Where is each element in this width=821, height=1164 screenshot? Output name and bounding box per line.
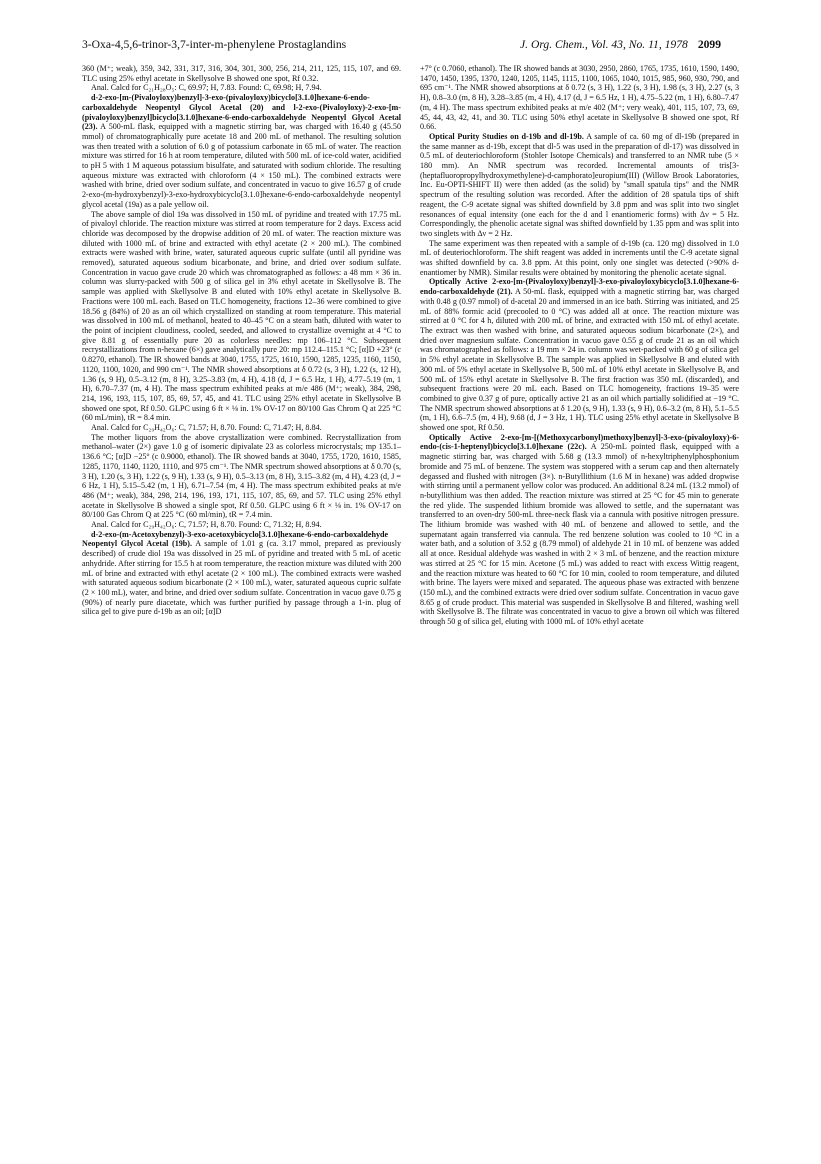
- paragraph: d-2-exo-[m-(Pivaloyloxy)benzyl]-3-exo-(pivaloyloxy)bicyclo[3.1.0]hexane-6-endo-carboxaldehyde Neopentyl Glycol Acetal (20) and l-2-exo-(Pivaloyloxy)-2-exo-[m-(pivaloyloxy)benzyl]bicyclo[3.1.0]hexane-6-endo-carboxaldehyde Neopentyl Glycol Acetal (23). A 500-mL flask, equipped with a magnetic stirring bar, was charged with 16.40 g (45.50 mmol) of chromatographically pure acetate 18 and 200 mL of methanol. The resulting solution was then treated with a solution of 6.0 g of potassium carbonate in 65 mL of water. The reaction mixture was stirred for 16 h at room temperature, diluted with 500 mL of ice-cold water, acidified to pH 5 with 1 M aqueous potassium bisulfate, and saturated with sodium chloride. The resulting aqueous mixture was extracted with chloroform (4 × 150 mL). The combined extracts were washed with brine, dried over sodium sulfate, and concentrated in vacuo to give 16.57 g of crude 2-exo-(m-hydroxybenzyl)-3-exo-hydroxybicyclo[3.1.0]hexane-6-endo-carboxaldehyde neopentyl glycol acetal (19a) as a pale yellow oil.: [82, 93, 401, 209]
- running-head-citation: [520, 38, 721, 51]
- section-heading: Optically Active 2-exo-[m-[(Methoxycarbonyl)methoxy]benzyl]-3-exo-(pivaloyloxy)-6-endo-(cis-1-heptenyl)bicyclo[3.1.0]hexane (22c).: [420, 432, 739, 452]
- paragraph: 360 (M⁺; weak), 359, 342, 331, 317, 316, 304, 301, 300, 256, 214, 211, 125, 115, 107, and 69. TLC using 25% ethyl acetate in Skellysolve B showed one spot, Rf 0.32.: [82, 64, 401, 83]
- paragraph: Optical Purity Studies on d-19b and dl-19b. A sample of ca. 60 mg of dl-19b (prepared in the same manner as d-19b, except that dl-5 was used in the preparation of dl-17) was dissolved in 0.5 mL of deuteriochloroform (Stohler Isotope Chemicals) and transferred to an NMR tube (5 × 180 mm). An NMR spectrum was recorded. Incremental amounts of tris[3-(heptafluoropropylhydroxymethylene)-d-camphorato]europium(III) (Willow Brook Laboratories, Inc. Eu-OPTI-SHIFT II) were then added (as the solid) by "small spatula tips" and the NMR spectrum of the resulting solution was recorded. After the addition of 28 spatula tips of shift reagent, the C-9 acetate signal was shifted downfield by 3.8 ppm and was split into two singlet resonances of equal intensity (one each for the d and l enantiomeric forms) with Δν = 5 Hz. Correspondingly, the phenolic acetate signal was shifted downfield by 1.35 ppm and was split into two singlets with Δν = 2 Hz.: [420, 131, 739, 238]
- running-head: [0, 38, 821, 54]
- page-number: 2099: [697, 38, 721, 51]
- paragraph: +7° (c 0.7060, ethanol). The IR showed bands at 3030, 2950, 2860, 1765, 1735, 1610, 1590, 1490, 1470, 1450, 1395, 1370, 1240, 1205, 1145, 1115, 1100, 1065, 1040, 1015, 985, 960, 930, 790, and 695 cm⁻¹. The NMR showed absorptions at δ 0.72 (s, 3 H), 1.22 (s, 3 H), 1.98 (s, 3 H), 2.27 (s, 3 H), 0.8–3.0 (m, 8 H), 3.28–3.85 (m, 4 H), 4.17 (d, J = 6.5 Hz, 1 H), 4.75–5.22 (m, 1 H), 6.80–7.47 (m, 4 H). The mass spectrum exhibited peaks at m/e 402 (M⁺; very weak), 401, 115, 107, 73, 69, 45, 44, 43, 42, 41, and 30. TLC using 50% ethyl acetate in Skellysolve B showed one spot, Rf 0.66.: [420, 64, 740, 132]
- paragraph: The above sample of diol 19a was dissolved in 150 mL of pyridine and treated with 17.75 mL of pivaloyl chloride. The reaction mixture was stirred at room temperature for 2 days. Excess acid chloride was decomposed by the dropwise addition of 20 mL of water. The reaction mixture was diluted with 1000 mL of brine and extracted with ethyl acetate (2 × 200 mL). The combined extracts were washed with brine, water, saturated aqueous cupric sulfate (until all pyridine was removed), saturated aqueous sodium bicarbonate, and brine, and dried over sodium sulfate. Concentration in vacuo gave crude 20 which was chromatographed as follows: a 48 mm × 36 in. column was slurry-packed with 500 g of silica gel in 3% ethyl acetate in Skellysolve B. The sample was applied with Skellysolve B and eluted with 10% ethyl acetate in Skellysolve B. Fractions were 100 mL each. Based on TLC homogeneity, fractions 12–36 were combined to give 18.56 g (84%) of 20 as an oil which crystallized on standing at room temperature. This material was dissolved in 100 mL of methanol, heated to 40–45 °C on a steam bath, diluted with water to the point of incipient cloudiness, cooled, seeded, and allowed to crystallize overnight at 4 °C to give 8.81 g of essentially pure 20 as colorless needles: mp 106–112 °C. Subsequent recrystallizations from n-hexane (6×) gave analytically pure 20: mp 112.4–115.1 °C; [α]D +23° (c 0.8270, ethanol). The IR showed bands at 3040, 1755, 1725, 1610, 1590, 1285, 1235, 1160, 1150, 1120, 1100, 1020, and 990 cm⁻¹. The NMR showed absorptions at δ 0.72 (s, 3 H), 1.22 (s, 12 H), 1.36 (s, 9 H), 0.5–3.12 (m, 8 H), 3.25–3.83 (m, 4 H), 4.18 (d, J = 6.5 Hz, 1 H), 4.77–5.19 (m, 1 H), 6.70–7.37 (m, 4 H). The mass spectrum exhibited peaks at m/e 486 (M⁺; weak), 384, 298, 214, 196, 193, 115, 107, 85, 69, 57, 45, and 41. TLC using 25% ethyl acetate in Skellysolve B showed one spot, Rf 0.50. GLPC using 6 ft × ⅛ in. 1% OV-17 on 80/100 Gas Chrom Q at 225 °C (60 mL/min), tR = 8.4 min.: [82, 209, 401, 423]
- paragraph: Optically Active 2-exo-[m-[(Methoxycarbonyl)methoxy]benzyl]-3-exo-(pivaloyloxy)-6-endo-(cis-1-heptenyl)bicyclo[3.1.0]hexane (22c). A 250-mL pointed flask, equipped with a magnetic stirring bar, was charged with 5.68 g (13.3 mmol) of n-hexyltriphenylphosphonium bromide and 75 mL of benzene. The system was stoppered with a serum cap and then alternately degassed and flushed with nitrogen (3×). n-Butyllithium (1.6 M in hexane) was added dropwise with stirring until a permanent yellow color was produced. An additional 8.24 mL (13.2 mmol) of n-butyllithium was then added. The reaction mixture was stirred at 25 °C for 45 min to generate the red ylide. The suspended lithium bromide was allowed to settle, and the supernatant was transferred to an oven-dry 500-mL three-neck flask via a cannula with positive nitrogen pressure. The lithium bromide was washed with 40 mL of benzene and allowed to settle, and the supernatant again transferred via cannula. The red benzene solution was cooled to 10 °C in a water bath, and a solution of 3.52 g (8.79 mmol) of aldehyde 21 in 10 mL of benzene was added all at once. Residual aldehyde was washed in with 2 × 3 mL of benzene, and the reaction mixture was stirred at 25 °C for 15 min. Acetone (5 mL) was added to react with excess Wittig reagent, and the reaction mixture was heated to 60 °C for 10 min, cooled to room temperature, and diluted with brine. The layers were mixed and separated. The aqueous phase was extracted with benzene (150 mL), and the combined extracts were dried over sodium sulfate. Concentration in vacuo gave 8.65 g of crude product. This material was suspended in Skellysolve B and filtered, washing well with Skellysolve B. The filtrate was concentrated in vacuo to give a brown oil which was filtered through 50 g of silica gel, eluting with 1000 mL of 10% ethyl acetate: [420, 432, 739, 627]
- paragraph: The mother liquors from the above crystallization were combined. Recrystallization from methanol–water (2×) gave 1.0 g of isomeric dipivalate 23 as colorless microcrystals; mp 135.1–136.6 °C; [α]D −25° (c 0.9000, ethanol). The IR showed bands at 3040, 1755, 1720, 1610, 1585, 1285, 1170, 1140, 1120, 1110, and 975 cm⁻¹. The NMR spectrum showed absorptions at δ 0.70 (s, 3 H), 1.20 (s, 3 H), 1.22 (s, 9 H), 1.33 (s, 9 H), 0.5–3.13 (m, 8 H), 3.15–3.82 (m, 4 H), 4.23 (d, J = 6 Hz, 1 H), 5.15–5.42 (m, 1 H), 6.71–7.54 (m, 4 H). The mass spectrum exhibited peaks at m/e 486 (M⁺; weak), 384, 298, 214, 196, 193, 171, 115, 107, 85, 69, and 57. TLC using 25% ethyl acetate in Skellysolve B showed a single spot, Rf 0.50. GLPC using 6 ft × ⅛ in. 1% OV-17 on 80/100 Gas Chrom Q at 225 °C (60 ml/min), tR = 7.4 min.: [82, 432, 401, 520]
- paragraph: d-2-exo-(m-Acetoxybenzyl)-3-exo-acetoxybicyclo[3.1.0]hexane-6-endo-carboxaldehyde Neopentyl Glycol Acetal (19b). A sample of 1.01 g (ca. 3.17 mmol, prepared as previously described) of crude diol 19a was dissolved in 25 mL of pyridine and treated with 5 mL of acetic anhydride. After stirring for 15.5 h at room temperature, the reaction mixture was diluted with 200 mL of brine and extracted with ethyl acetate (2 × 100 mL). The combined extracts were washed with saturated aqueous sodium bicarbonate (2 × 100 mL), water, saturated aqueous cupric sulfate (2 × 100 mL), water, and brine, and dried over sodium sulfate. Concentration in vacuo gave 0.75 g (90%) of nearly pure diacetate, which was further purified by passage through a 1-in. plug of silica gel to give pure d-19b as an oil; [α]D: [82, 529, 401, 617]
- paragraph: Anal. Calcd for C₂₉H₄₂O₆: C, 71.57; H, 8.70. Found: C, 71.32; H, 8.94.: [91, 520, 322, 530]
- journal-citation: J. Org. Chem., Vol. 43, No. 11, 1978: [520, 38, 688, 51]
- paragraph: Anal. Calcd for C₂₁H₂₈O₅: C, 69.97; H, 7.83. Found: C, 69.98; H, 7.94.: [91, 83, 322, 93]
- right-column: [420, 64, 739, 627]
- section-heading: Optical Purity Studies on d-19b and dl-19b.: [429, 131, 584, 141]
- section-heading: d-2-exo-(m-Acetoxybenzyl)-3-exo-acetoxybicyclo[3.1.0]hexane-6-endo-carboxaldehyde Neopentyl Glycol Acetal (19b).: [82, 529, 389, 549]
- paragraph: Optically Active 2-exo-[m-(Pivaloyloxy)benzyl]-3-exo-pivaloyloxybicyclo[3.1.0]hexane-6-endo-carboxaldehyde (21). A 50-mL flask, equipped with a magnetic stirring bar, was charged with 0.48 g (0.97 mmol) of d-acetal 20 and immersed in an ice bath. Stirring was initiated, and 25 mL of 88% formic acid (precooled to 0 °C) was added all at once. The reaction mixture was stirred at 0 °C for 4 h, diluted with 200 mL of brine, and extracted with 150 mL of ethyl acetate. The extract was then washed with brine, and saturated aqueous sodium bicarbonate (2×), and dried over magnesium sulfate. Concentration in vacuo gave 0.55 g of crude 21 as an oil which was chromatographed as follows: a 19 mm × 24 in. column was wet-packed with 60 g of silica gel in 5% ethyl acetate in Skellysolve B. The sample was applied in Skellysolve B and eluted with 300 mL of 5% ethyl acetate in Skellysolve B, 500 mL of 10% ethyl acetate in Skellysolve B, and 500 mL of 15% ethyl acetate in Skellysolve B. The first fraction was 350 mL (discarded), and subsequent fractions were 20 mL each. Based on TLC homogeneity, fractions 19–35 were combined to give 0.37 g of pure, optically active 21 as an oil which partially solidified at −19 °C. The NMR spectrum showed absorptions at δ 1.20 (s, 9 H), 1.33 (s, 9 H), 0.6–3.2 (m, 8 H), 5.1–5.5 (m, 1 H), 6.6–7.5 (m, 4 H), 9.68 (d, J = 3 Hz, 1 H). TLC using 25% ethyl acetate in Skellysolve B showed one spot, Rf 0.50.: [420, 277, 739, 433]
- paragraph: Anal. Calcd for C₂₉H₄₂O₆: C, 71.57; H, 8.70. Found: C, 71.47; H, 8.84.: [91, 423, 322, 433]
- running-head-title: 3-Oxa-4,5,6-trinor-3,7-inter-m-phenylene Prostaglandins: [82, 38, 347, 51]
- paragraph: The same experiment was then repeated with a sample of d-19b (ca. 120 mg) dissolved in 1.0 mL of deuteriochloroform. The shift reagent was added in increments until the C-9 acetate signal was shifted downfield by ca. 3.8 ppm. At this point, only one singlet was detected (>90% d-enantiomer by NMR). Similar results were obtained by monitoring the phenolic acetate signal.: [420, 238, 739, 277]
- section-heading: d-2-exo-[m-(Pivaloyloxy)benzyl]-3-exo-(pivaloyloxy)bicyclo[3.1.0]hexane-6-endo-carboxaldehyde Neopentyl Glycol Acetal (20) and l-2-exo-(Pivaloyloxy)-2-exo-[m-(pivaloyloxy)benzyl]bicyclo[3.1.0]hexane-6-endo-carboxaldehyde Neopentyl Glycol Acetal (23).: [82, 93, 401, 132]
- section-heading: Optically Active 2-exo-[m-(Pivaloyloxy)benzyl]-3-exo-pivaloyloxybicyclo[3.1.0]hexane-6-endo-carboxaldehyde (21).: [420, 277, 739, 297]
- left-column: [82, 64, 401, 617]
